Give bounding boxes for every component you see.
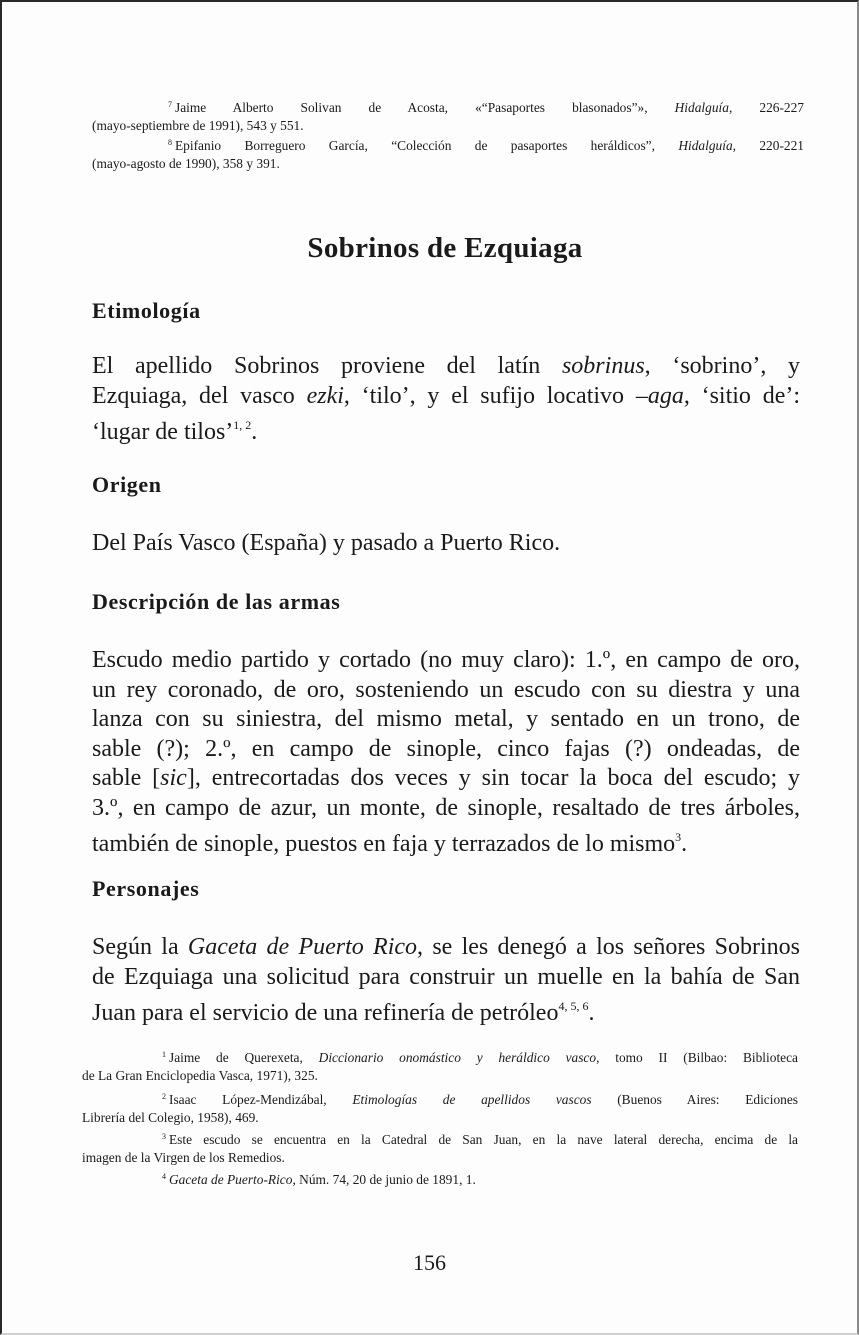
footnote-ref: 3 [675,830,682,844]
footnote-2 [82,1088,798,1127]
footnote-7-line2: (mayo-septiembre de 1991), 543 y 551. [92,118,304,133]
section-heading-descripcion: Descripción de las armas [92,589,341,614]
personajes-paragraph [92,933,800,1029]
personajes-line1: Según la Gaceta de Puerto Rico, se les denegó a los señores Sobrinos [92,934,800,960]
page-number: 156 [413,1250,446,1275]
descripcion-line2: un rey coronado, de oro, sosteniendo un escudo con su diestra y una [92,676,800,703]
footnote-3-line2: imagen de la Virgen de los Remedios. [82,1150,285,1165]
origen-line1: Del País Vasco (España) y pasado a Puerto Rico. [92,530,561,556]
descripcion-paragraph [92,646,800,860]
footnote-ref: 1, 2 [233,418,252,432]
footnote-marker: 7 [168,100,172,109]
etimologia-line3: ‘lugar de tilos’$^{1, 2}$. [92,418,258,445]
footnote-7 [92,96,804,135]
etimologia-line2: Ezquiaga, del vasco ezki, ‘tilo’, y el sufijo locativo –aga, ‘sitio de’: [92,382,801,409]
footnote-marker: 8 [168,138,172,147]
footnote-2-line2: Librería del Colegio, 1958), 469. [82,1110,259,1125]
footnote-4-line1: $^4$ Gaceta de Puerto-Rico, Núm. 74, 20 de junio de 1891, 1. [162,1172,476,1187]
footnote-marker: 3 [162,1132,166,1141]
footnote-7-line1: $^7$ Jaime Alberto Solivan de Acosta, «“Pasaportes blasonados”», Hidalguía, 226-227 [168,100,805,115]
footnote-1-line2: de La Gran Enciclopedia Vasca, 1971), 325. [82,1068,318,1083]
personajes-line3: Juan para el servicio de una refinería de petróleo$^{4, 5, 6}$. [92,999,595,1026]
footnote-3-line1: $^3$ Este escudo se encuentra en la Catedral de San Juan, en la nave lateral derecha, encima de la [162,1132,798,1147]
personajes-line2: de Ezquiaga una solicitud para construir un muelle en la bahía de San [92,963,800,990]
descripcion-line3: lanza con su siniestra, del mismo metal, y sentado en un trono, de [92,706,800,732]
footnote-8-line1: $^8$ Epifanio Borreguero García, “Colección de pasaportes heráldicos”, Hidalguía, 220-221 [168,138,804,153]
descripcion-line5: sable [sic], entrecortadas dos veces y sin tocar la boca del escudo; y [92,765,801,791]
etimologia-line1: El apellido Sobrinos proviene del latín sobrinus, ‘sobrino’, y [92,353,800,379]
entry-title: Sobrinos de Ezquiaga [307,232,583,264]
footnote-2-line1: $^2$ Isaac López-Mendizábal, Etimologías de apellidos vascos (Buenos Aires: Ediciones [162,1092,799,1107]
footnote-8-line2: (mayo-agosto de 1990), 358 y 391. [92,156,280,171]
footnote-8 [92,134,804,173]
footnote-1-line1: $^1$ Jaime de Querexeta, Diccionario onomástico y heráldico vasco, tomo II (Bilbao: Biblioteca [162,1050,798,1065]
origen-paragraph [92,529,800,559]
footnote-4 [82,1168,798,1189]
footnote-marker: 2 [162,1092,166,1101]
descripcion-line4: sable (?); 2.º, en campo de sinople, cinco fajas (?) ondeadas, de [92,735,800,762]
footnote-1 [82,1046,798,1085]
footnote-ref: 4, 5, 6 [558,999,589,1013]
footnote-marker: 4 [162,1172,166,1181]
footnote-3 [82,1128,798,1167]
footnote-marker: 1 [162,1050,166,1059]
descripcion-line7: también de sinople, puestos en faja y terrazados de lo mismo$^3$. [92,830,688,857]
etimologia-paragraph [92,352,800,448]
descripcion-line1: Escudo medio partido y cortado (no muy claro): 1.º, en campo de oro, [92,647,800,673]
section-heading-origen: Origen [92,472,162,497]
section-heading-personajes: Personajes [92,876,200,901]
section-heading-etimologia: Etimología [92,298,201,323]
descripcion-line6: 3.º, en campo de azur, un monte, de sinople, resaltado de tres árboles, [92,794,800,821]
